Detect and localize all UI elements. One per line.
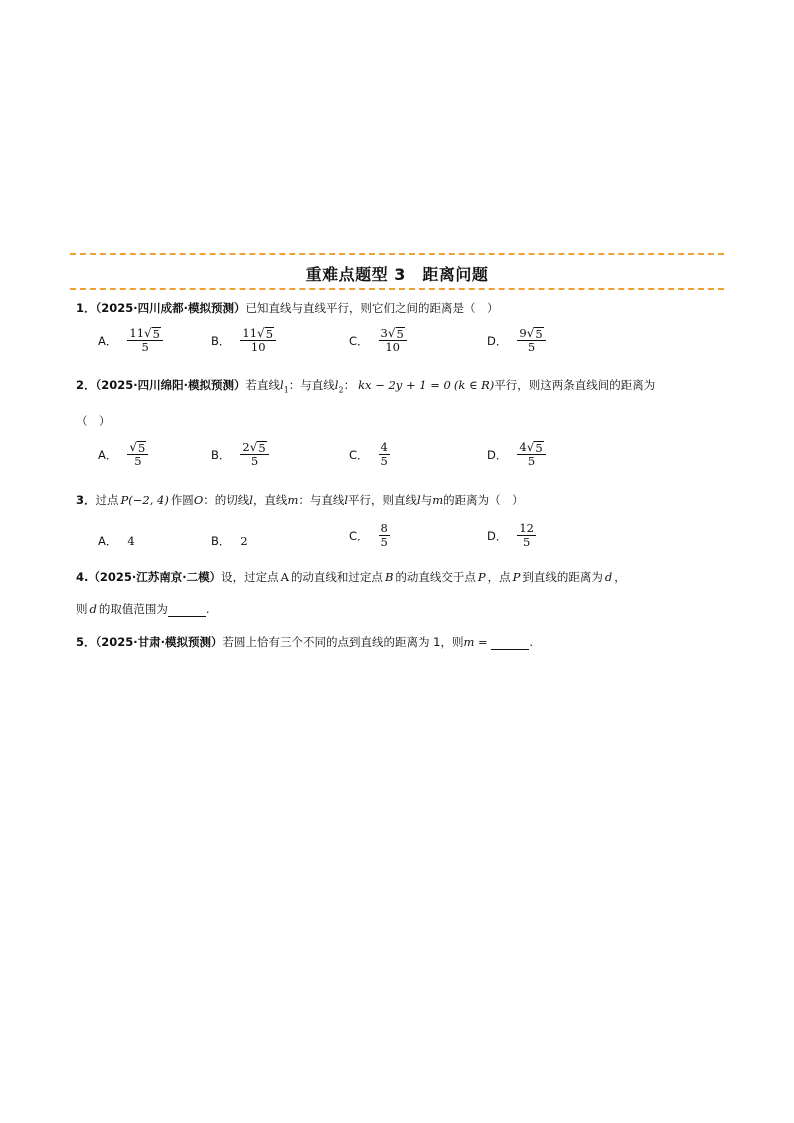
option-label: C．: [349, 528, 369, 543]
question-2: [76, 377, 655, 394]
condition: (k ∈ R): [453, 378, 495, 392]
numerator: 8: [380, 521, 388, 535]
distance-d: d: [89, 602, 97, 616]
tangent-l: l: [249, 493, 253, 507]
question-text: 作圆: [170, 493, 194, 507]
coefficient: 11: [242, 326, 258, 340]
variable-m: m: [463, 635, 475, 649]
question-text: 若圆上恰有三个不同的点到直线的距离为 1，则: [222, 635, 464, 649]
fraction: [517, 441, 545, 468]
fraction: [379, 327, 407, 354]
option-label: C．: [349, 333, 369, 348]
question-text: 设，过定点: [221, 570, 279, 584]
numerator: 12: [519, 521, 534, 535]
question-4: [76, 569, 626, 585]
fraction: [379, 441, 390, 468]
question-number: 3．: [76, 493, 96, 507]
option-label: A．: [98, 534, 118, 548]
denominator: 5: [380, 535, 388, 550]
question-text: ：与直线: [298, 493, 345, 507]
line-m: m: [287, 493, 299, 507]
question-number: 2．: [76, 378, 96, 392]
question-text: 的取值范围为: [98, 602, 168, 616]
denominator: 5: [527, 454, 536, 469]
q3-option-c[interactable]: [349, 522, 390, 549]
bottom-dashed-rule: [70, 288, 724, 290]
fraction: [517, 327, 545, 354]
coefficient: 3: [380, 326, 388, 340]
sqrt: √ 5: [249, 440, 266, 455]
question-text: 到直线的距离为: [522, 570, 603, 584]
sqrt: √ 5: [387, 326, 404, 341]
q3-option-d[interactable]: [487, 522, 536, 549]
q1-option-c[interactable]: [349, 327, 407, 354]
question-source: （2025·四川绵阳·模拟预测）: [95, 378, 246, 392]
question-3: [76, 492, 524, 508]
question-number: 1．: [76, 301, 96, 315]
q3-option-b[interactable]: [211, 533, 248, 549]
denominator: 5: [523, 535, 531, 550]
question-text: ：: [343, 378, 356, 392]
q1-option-d[interactable]: [487, 327, 546, 354]
question-text: ，: [614, 570, 626, 584]
point-a: A: [280, 570, 289, 584]
denominator: 5: [380, 454, 388, 469]
question-number: 5．: [76, 635, 96, 649]
denominator: 10: [385, 340, 400, 355]
sqrt: √ 5: [526, 440, 543, 455]
option-value: 4: [127, 534, 135, 548]
line-l: l: [417, 493, 421, 507]
question-2-paren: [76, 413, 111, 429]
question-4-line-2: [76, 601, 210, 617]
option-label: B．: [211, 333, 231, 348]
sqrt: √ 5: [526, 326, 543, 341]
denominator: 5: [527, 340, 536, 355]
option-value: 2: [240, 534, 248, 548]
question-text: 与: [420, 493, 433, 507]
line-m: m: [432, 493, 444, 507]
fraction: [379, 522, 390, 549]
option-label: C．: [349, 447, 369, 462]
q2-option-c[interactable]: [349, 441, 390, 468]
question-5: [76, 634, 533, 650]
radicand: 5: [265, 327, 274, 341]
question-text: ，点: [487, 570, 511, 584]
point-p: P: [477, 570, 486, 584]
q1-option-a[interactable]: [98, 327, 163, 354]
option-label: D．: [487, 333, 508, 348]
subscript: 1: [283, 385, 289, 395]
point-b: B: [384, 570, 394, 584]
denominator: 5: [250, 454, 259, 469]
coefficient: 2: [242, 440, 250, 454]
question-text: 的距离为（ ）: [443, 493, 524, 507]
question-text: ，直线: [252, 493, 288, 507]
question-source: （2025·甘肃·模拟预测）: [95, 635, 223, 649]
question-1: [76, 300, 499, 316]
equation: kx − 2y + 1 = 0: [358, 378, 451, 392]
option-label: D．: [487, 447, 508, 462]
fraction: [127, 327, 163, 354]
equals-sign: =: [474, 635, 492, 649]
denominator: 5: [141, 340, 149, 355]
radicand: 5: [535, 327, 543, 341]
fraction: [127, 441, 148, 468]
point-p: P(−2, 4): [120, 493, 169, 507]
question-text: 的动直线交于点: [395, 570, 476, 584]
radicand: 5: [152, 327, 160, 341]
fraction: [517, 522, 536, 549]
question-text: 则: [76, 602, 88, 616]
top-dashed-rule: [70, 253, 724, 255]
point-p: P: [512, 570, 521, 584]
coefficient: 4: [519, 440, 527, 454]
sqrt: √ 5: [144, 326, 160, 341]
radicand: 5: [535, 441, 543, 455]
line-l1: l: [280, 378, 284, 392]
question-source: （2025·四川成都·模拟预测）: [95, 301, 246, 315]
fraction: [240, 327, 276, 354]
sqrt: √ 5: [257, 326, 274, 341]
question-text: 的动直线和过定点: [290, 570, 383, 584]
line-l: l: [344, 493, 349, 507]
line-l2: l: [334, 378, 339, 392]
q2-option-d[interactable]: [487, 441, 546, 468]
option-label: A．: [98, 333, 118, 348]
q3-option-a[interactable]: [98, 533, 135, 549]
answer-blank[interactable]: [168, 604, 206, 617]
radicand: 5: [396, 327, 404, 341]
question-text: 平行，则直线: [348, 493, 418, 507]
denominator: 5: [134, 454, 142, 469]
option-label: A．: [98, 447, 118, 462]
option-label: B．: [211, 447, 231, 462]
question-number: 4.: [76, 570, 89, 584]
question-source: （2025·江苏南京·二模）: [88, 570, 222, 584]
question-text: ：的切线: [203, 493, 250, 507]
numerator: 4: [380, 440, 388, 454]
fraction: [240, 441, 268, 468]
option-label: D．: [487, 528, 508, 543]
question-text: ：与直线: [288, 378, 335, 392]
question-text: 已知直线与直线平行，则它们之间的距离是（ ）: [245, 301, 499, 315]
question-text: 过点: [95, 493, 119, 507]
coefficient: 9: [519, 326, 527, 340]
q1-option-b[interactable]: [211, 327, 276, 354]
denominator: 10: [250, 340, 266, 355]
answer-blank[interactable]: [491, 637, 529, 650]
q2-option-a[interactable]: [98, 441, 148, 468]
sqrt: √ 5: [129, 440, 146, 455]
subscript: 2: [338, 385, 344, 395]
answer-paren: （ ）: [76, 414, 111, 428]
radicand: 5: [258, 441, 266, 455]
question-text: 若直线: [245, 378, 281, 392]
radicand: 5: [138, 441, 146, 455]
question-text: .: [205, 602, 210, 616]
q2-option-b[interactable]: [211, 441, 269, 468]
option-label: B．: [211, 534, 231, 548]
question-text: 平行，则这两条直线间的距离为: [494, 378, 656, 392]
circle-o: O: [193, 493, 204, 507]
question-text: .: [529, 635, 534, 649]
coefficient: 11: [129, 326, 145, 340]
distance-d: d: [604, 570, 613, 584]
page-title: 重难点题型 3 距离问题: [305, 265, 489, 284]
